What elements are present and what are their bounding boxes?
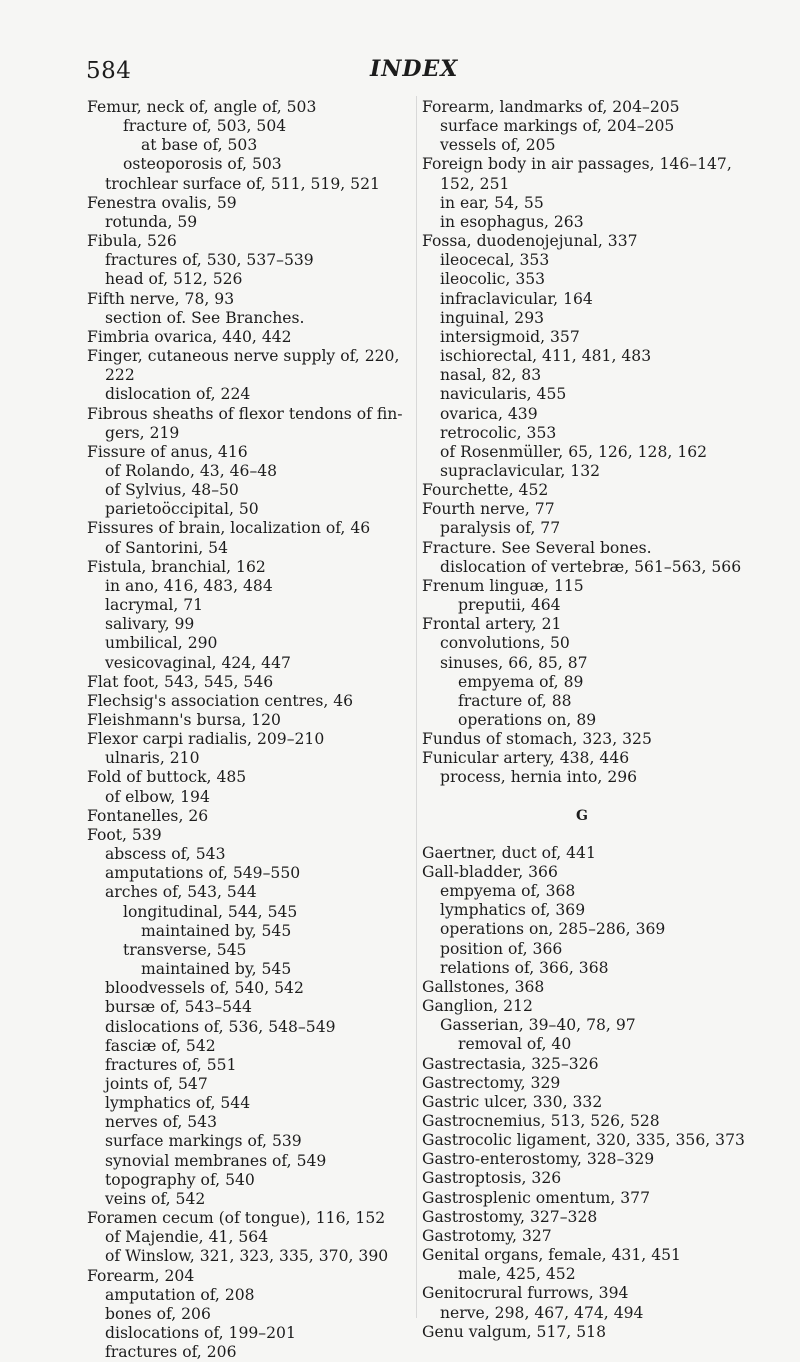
index-entry: paralysis of, 77 bbox=[440, 519, 561, 538]
index-entry: nasal, 82, 83 bbox=[440, 366, 542, 385]
index-entry: operations on, 285–286, 369 bbox=[440, 920, 666, 939]
index-entry: maintained by, 545 bbox=[141, 960, 292, 979]
index-entry: fractures of, 530, 537–539 bbox=[105, 251, 314, 270]
index-entry: arches of, 543, 544 bbox=[105, 883, 257, 902]
index-entry: dislocations of, 536, 548–549 bbox=[105, 1017, 336, 1036]
index-entry: Fibula, 526 bbox=[87, 232, 177, 251]
index-entry: Gallstones, 368 bbox=[422, 977, 545, 996]
index-entry: Gall-bladder, 366 bbox=[422, 862, 558, 881]
index-entry: maintained by, 545 bbox=[141, 921, 292, 940]
index-entry: retrocolic, 353 bbox=[440, 423, 557, 442]
index-entry: veins of, 542 bbox=[105, 1189, 206, 1208]
index-section-f-continued bbox=[422, 98, 782, 788]
index-entry: Frenum linguæ, 115 bbox=[422, 576, 584, 595]
index-entry: vessels of, 205 bbox=[440, 136, 556, 155]
index-entry: amputation of, 208 bbox=[105, 1285, 255, 1304]
index-entry: preputii, 464 bbox=[458, 596, 561, 615]
index-entry: dislocations of, 199–201 bbox=[105, 1324, 296, 1342]
index-entry: Gastroptosis, 326 bbox=[422, 1169, 562, 1188]
index-entry: ischiorectal, 411, 481, 483 bbox=[440, 347, 652, 366]
index-column-right bbox=[422, 98, 782, 1342]
index-entry: of elbow, 194 bbox=[105, 787, 210, 806]
index-entry: Femur, neck of, angle of, 503 bbox=[87, 98, 317, 116]
index-entry: of Santorini, 54 bbox=[105, 538, 229, 557]
index-entry: of Sylvius, 48–50 bbox=[105, 481, 239, 500]
index-entry: umbilical, 290 bbox=[105, 634, 218, 653]
index-entry: position of, 366 bbox=[440, 939, 563, 958]
index-entry: Gastrocnemius, 513, 526, 528 bbox=[422, 1111, 660, 1130]
index-entry: Gastrostomy, 327–328 bbox=[422, 1207, 598, 1226]
index-entry: dislocation of vertebræ, 561–563, 566 bbox=[440, 557, 742, 576]
index-entry: fasciæ of, 542 bbox=[105, 1036, 216, 1055]
index-entry: Gastrectasia, 325–326 bbox=[422, 1054, 599, 1073]
index-entry: vesicovaginal, 424, 447 bbox=[105, 653, 291, 672]
index-entry: infraclavicular, 164 bbox=[440, 289, 593, 308]
index-entry: abscess of, 543 bbox=[105, 845, 226, 864]
index-entry: Genu valgum, 517, 518 bbox=[422, 1322, 606, 1341]
index-entry: Foot, 539 bbox=[87, 825, 162, 844]
index-entry: ovarica, 439 bbox=[440, 404, 538, 423]
index-entry: of Rolando, 43, 46–48 bbox=[105, 461, 278, 480]
index-entry: rotunda, 59 bbox=[105, 212, 198, 231]
index-entry: Fistula, branchial, 162 bbox=[87, 557, 266, 576]
index-entry: nerve, 298, 467, 474, 494 bbox=[440, 1303, 644, 1322]
index-entry: relations of, 366, 368 bbox=[440, 958, 609, 977]
index-entry: Finger, cutaneous nerve supply of, 220, bbox=[87, 347, 400, 366]
index-entry: synovial membranes of, 549 bbox=[105, 1151, 327, 1170]
index-entry: process, hernia into, 296 bbox=[440, 768, 638, 787]
page-number: 584 bbox=[86, 58, 132, 84]
index-entry: Gastrotomy, 327 bbox=[422, 1226, 552, 1245]
index-entry: section of. See Branches. bbox=[105, 308, 305, 327]
index-entry: Gastrectomy, 329 bbox=[422, 1073, 561, 1092]
index-entry: surface markings of, 204–205 bbox=[440, 117, 675, 136]
index-entry: Fleishmann's bursa, 120 bbox=[87, 711, 281, 729]
index-entry: Genitocrural furrows, 394 bbox=[422, 1284, 629, 1303]
index-entry: sinuses, 66, 85, 87 bbox=[440, 653, 588, 672]
index-entry: supraclavicular, 132 bbox=[440, 461, 601, 480]
index-entry: 152, 251 bbox=[440, 174, 510, 193]
index-entry: salivary, 99 bbox=[105, 615, 195, 634]
index-entry: Fracture. See Several bones. bbox=[422, 538, 652, 557]
index-entry: Gastro-enterostomy, 328–329 bbox=[422, 1150, 655, 1169]
index-entry: bloodvessels of, 540, 542 bbox=[105, 979, 304, 998]
index-entry: Flat foot, 543, 545, 546 bbox=[87, 672, 274, 691]
index-entry: Fourth nerve, 77 bbox=[422, 500, 555, 519]
index-entry: Fourchette, 452 bbox=[422, 481, 549, 500]
index-entry: of Rosenmüller, 65, 126, 128, 162 bbox=[440, 442, 708, 461]
index-entry: bones of, 206 bbox=[105, 1304, 211, 1323]
index-entry: Flechsig's association centres, 46 bbox=[87, 691, 354, 710]
index-entry: Fissure of anus, 416 bbox=[87, 442, 248, 461]
index-entry: ileocolic, 353 bbox=[440, 270, 546, 289]
index-entry: Flexor carpi radialis, 209–210 bbox=[87, 730, 325, 749]
index-entry: Fenestra ovalis, 59 bbox=[87, 193, 237, 212]
index-entry: intersigmoid, 357 bbox=[440, 327, 580, 346]
index-entry: Gastrocolic ligament, 320, 335, 356, 373 bbox=[422, 1131, 745, 1150]
index-entry: of Winslow, 321, 323, 335, 370, 390 bbox=[105, 1247, 389, 1266]
index-entry: ulnaris, 210 bbox=[105, 749, 200, 768]
index-entry: empyema of, 368 bbox=[440, 882, 576, 901]
index-entry: Gastric ulcer, 330, 332 bbox=[422, 1092, 603, 1111]
index-entry: Forearm, 204 bbox=[87, 1266, 195, 1285]
index-entry: fractures of, 551 bbox=[105, 1055, 237, 1074]
index-entry: Gastrosplenic omentum, 377 bbox=[422, 1188, 651, 1207]
index-entry: dislocation of, 224 bbox=[105, 385, 251, 404]
index-entry: Fimbria ovarica, 440, 442 bbox=[87, 327, 292, 346]
index-entry: of Majendie, 41, 564 bbox=[105, 1228, 269, 1247]
index-entry: in ear, 54, 55 bbox=[440, 193, 544, 212]
index-entry: Ganglion, 212 bbox=[422, 997, 533, 1016]
index-entry: lacrymal, 71 bbox=[105, 596, 204, 615]
index-entry: gers, 219 bbox=[105, 423, 180, 442]
index-entry: Fossa, duodenojejunal, 337 bbox=[422, 232, 638, 251]
index-entry: trochlear surface of, 511, 519, 521 bbox=[105, 174, 380, 193]
index-entry: Fibrous sheaths of flexor tendons of fin- bbox=[87, 404, 403, 423]
running-head: INDEX bbox=[370, 56, 459, 82]
index-entry: in esophagus, 263 bbox=[440, 212, 584, 231]
index-entry: empyema of, 89 bbox=[458, 672, 584, 691]
index-entry: Fundus of stomach, 323, 325 bbox=[422, 730, 652, 749]
index-entry: parietoöccipital, 50 bbox=[105, 500, 259, 519]
index-entry: fractures of, 206 bbox=[105, 1343, 237, 1362]
index-entry: operations on, 89 bbox=[458, 711, 597, 729]
index-entry: transverse, 545 bbox=[123, 940, 247, 959]
index-entry: convolutions, 50 bbox=[440, 634, 570, 653]
index-entry: 222 bbox=[105, 366, 135, 385]
index-entry: navicularis, 455 bbox=[440, 385, 567, 404]
index-section-g bbox=[422, 844, 782, 1342]
index-entry: in ano, 416, 483, 484 bbox=[105, 576, 273, 595]
index-entry: amputations of, 549–550 bbox=[105, 864, 301, 883]
index-entry: Gaertner, duct of, 441 bbox=[422, 843, 596, 862]
index-entry: nerves of, 543 bbox=[105, 1113, 218, 1132]
section-letter-heading: G bbox=[576, 807, 588, 824]
index-entry: longitudinal, 544, 545 bbox=[123, 902, 298, 921]
index-entry: Fifth nerve, 78, 93 bbox=[87, 289, 235, 308]
index-entry: lymphatics of, 544 bbox=[105, 1094, 251, 1113]
index-entry: Frontal artery, 21 bbox=[422, 615, 562, 634]
index-entry: joints of, 547 bbox=[105, 1074, 208, 1093]
index-entry: male, 425, 452 bbox=[458, 1265, 576, 1284]
index-entry: lymphatics of, 369 bbox=[440, 901, 586, 920]
index-entry: Genital organs, female, 431, 451 bbox=[422, 1246, 681, 1265]
index-entry: head of, 512, 526 bbox=[105, 270, 243, 289]
index-entry: Forearm, landmarks of, 204–205 bbox=[422, 98, 680, 116]
index-entry: Fontanelles, 26 bbox=[87, 806, 209, 825]
index-entry: fracture of, 88 bbox=[458, 691, 572, 710]
index-entry: Gasserian, 39–40, 78, 97 bbox=[440, 1016, 636, 1035]
index-entry: surface markings of, 539 bbox=[105, 1132, 302, 1151]
index-column-left bbox=[87, 98, 417, 1362]
index-entry: Foreign body in air passages, 146–147, bbox=[422, 155, 732, 174]
index-entry: removal of, 40 bbox=[458, 1035, 572, 1054]
index-entry: inguinal, 293 bbox=[440, 308, 545, 327]
index-entry: Foramen cecum (of tongue), 116, 152 bbox=[87, 1209, 386, 1228]
index-entry: Funicular artery, 438, 446 bbox=[422, 749, 630, 768]
index-entry: fracture of, 503, 504 bbox=[123, 117, 287, 136]
index-entry: topography of, 540 bbox=[105, 1170, 255, 1189]
index-entry: Fissures of brain, localization of, 46 bbox=[87, 519, 371, 538]
index-entry: osteoporosis of, 503 bbox=[123, 155, 282, 174]
index-entry: at base of, 503 bbox=[141, 136, 258, 155]
index-entry: bursæ of, 543–544 bbox=[105, 998, 252, 1017]
index-entry: Fold of buttock, 485 bbox=[87, 768, 247, 787]
index-entry: ileocecal, 353 bbox=[440, 251, 550, 270]
